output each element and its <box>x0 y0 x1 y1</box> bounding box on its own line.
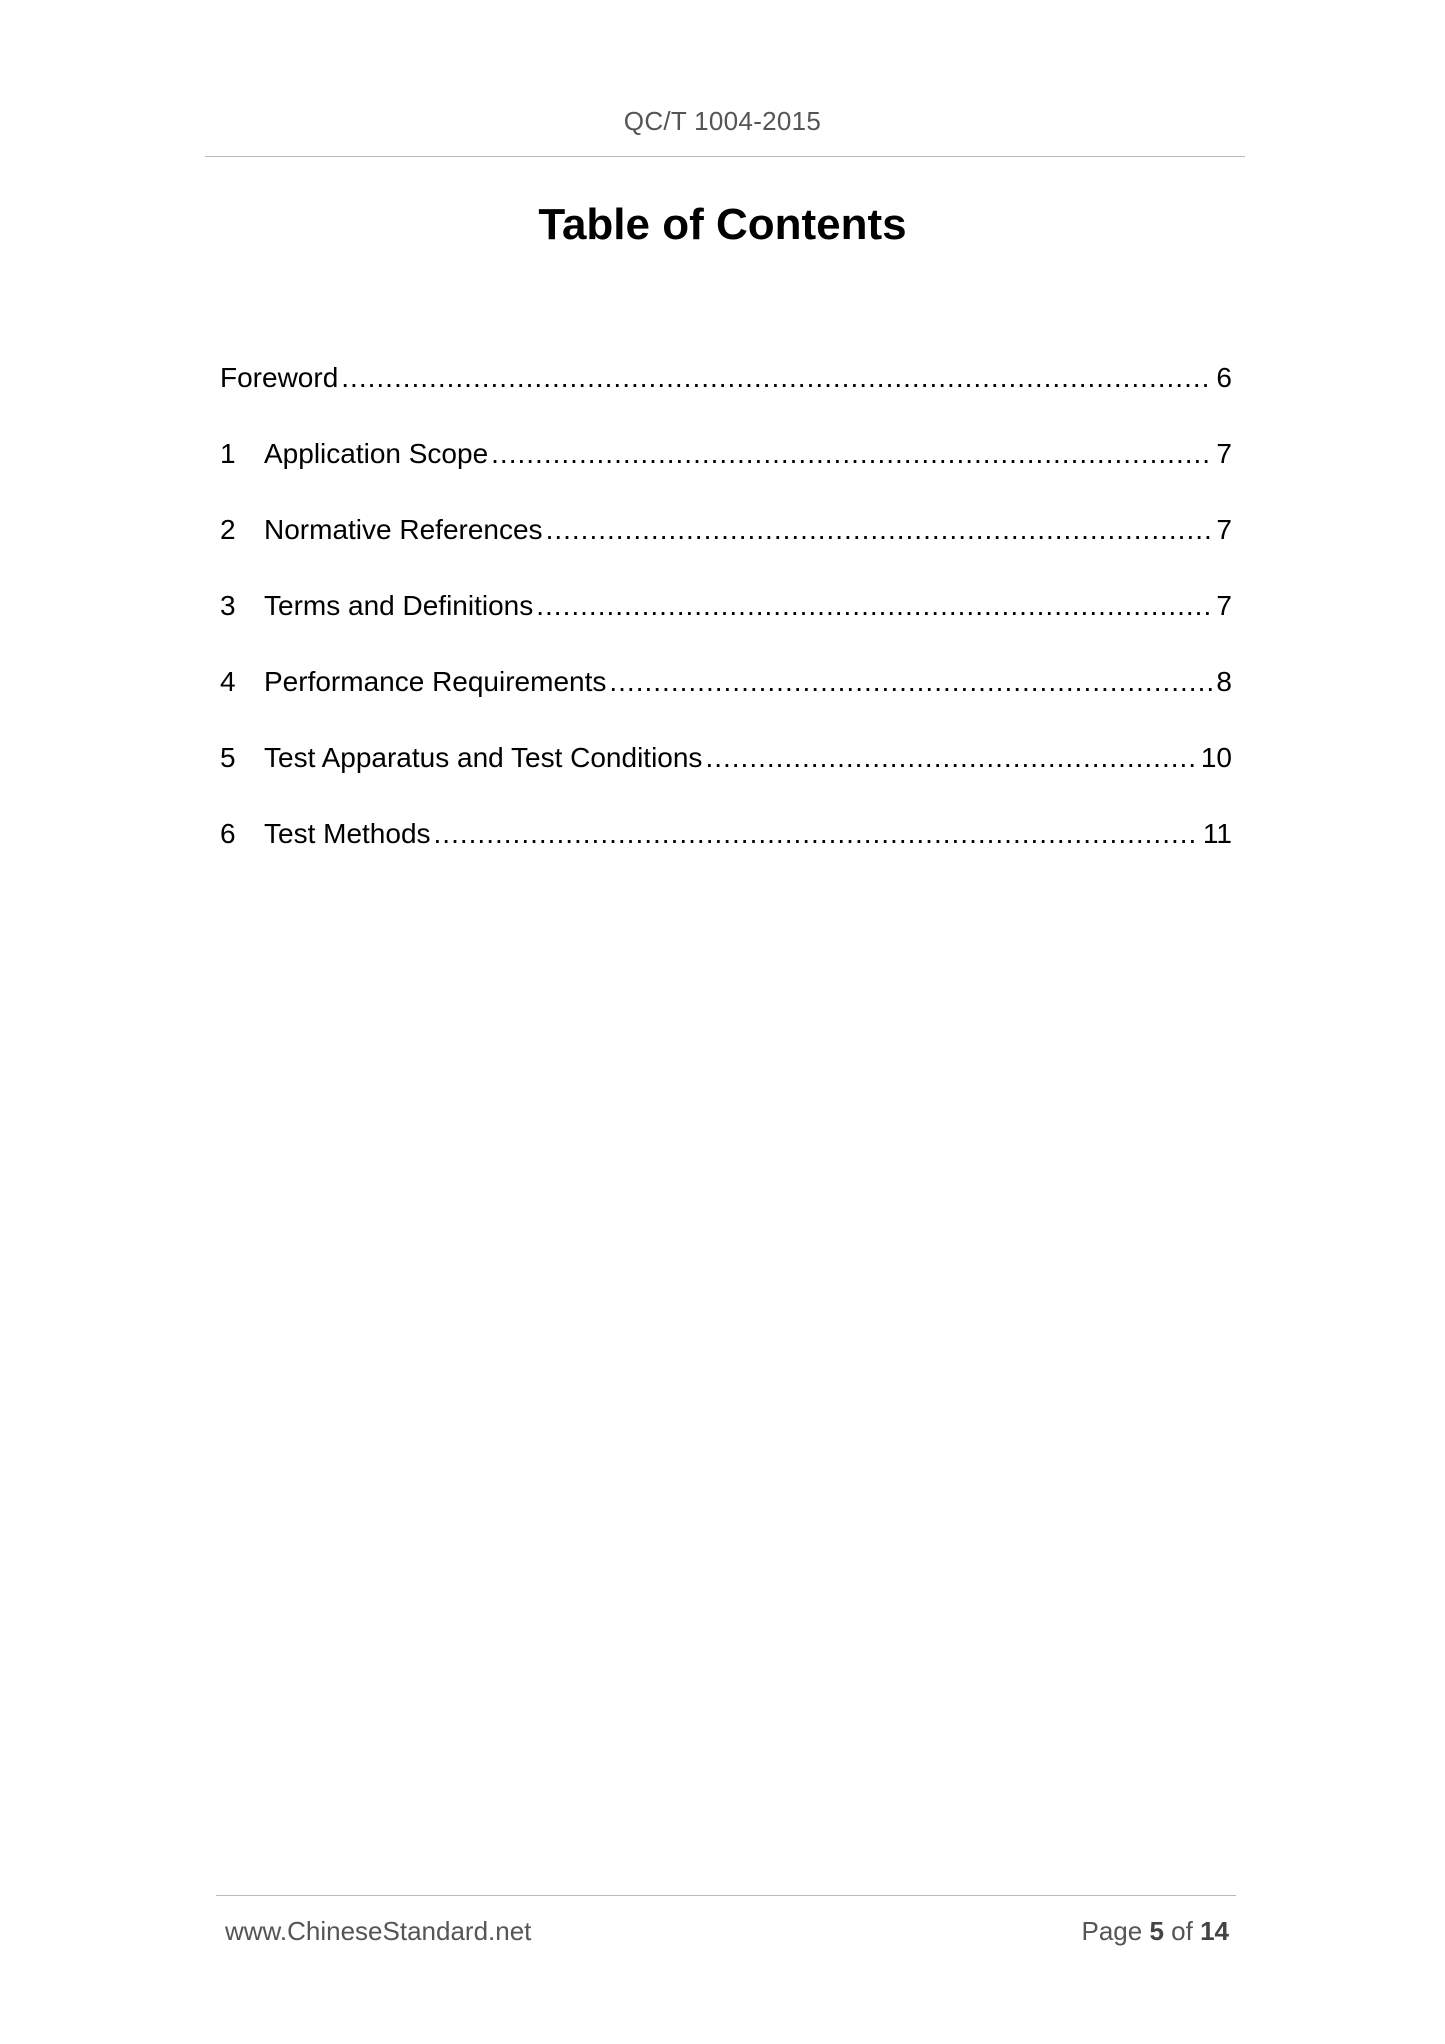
page-of-word: of <box>1171 1916 1193 1946</box>
toc-entry-terms-and-definitions[interactable] <box>220 584 1232 660</box>
header-divider <box>205 156 1245 157</box>
total-pages-number: 14 <box>1200 1916 1229 1946</box>
dot-leader <box>705 736 1196 780</box>
toc-entry-number: 5 <box>220 742 236 773</box>
toc-list <box>220 356 1232 888</box>
footer-divider <box>216 1895 1236 1896</box>
toc-entry-label: Normative References <box>264 514 543 545</box>
toc-entry-label: Terms and Definitions <box>264 590 534 621</box>
toc-entry-application-scope[interactable] <box>220 432 1232 508</box>
page-title: Table of Contents <box>538 200 907 249</box>
toc-entry-number: 4 <box>220 666 236 697</box>
toc-entry-number: 2 <box>220 514 236 545</box>
dot-leader <box>491 432 1212 476</box>
toc-entry-number: 6 <box>220 818 236 849</box>
toc-entry-label: Foreword <box>220 362 339 393</box>
toc-entry-page: 11 <box>1202 818 1232 849</box>
current-page-number: 5 <box>1149 1916 1164 1946</box>
toc-entry-page: 7 <box>1216 590 1232 621</box>
toc-entry-page: 7 <box>1216 514 1232 545</box>
toc-entry-number: 3 <box>220 590 236 621</box>
toc-entry-label: Test Methods <box>264 818 431 849</box>
toc-entry-page: 7 <box>1216 438 1232 469</box>
toc-entry-test-methods[interactable] <box>220 812 1232 888</box>
toc-entry-performance-requirements[interactable] <box>220 660 1232 736</box>
dot-leader <box>536 584 1212 628</box>
dot-leader <box>546 508 1213 552</box>
toc-entry-normative-references[interactable] <box>220 508 1232 584</box>
toc-entry-label: Performance Requirements <box>264 666 607 697</box>
toc-entry-label: Test Apparatus and Test Conditions <box>264 742 703 773</box>
toc-entry-page: 6 <box>1216 362 1232 393</box>
footer-website-link[interactable]: www.ChineseStandard.net <box>225 1916 532 1946</box>
toc-entry-number: 1 <box>220 438 236 469</box>
document-code-header: QC/T 1004-2015 <box>623 106 822 136</box>
dot-leader <box>434 812 1199 856</box>
page-prefix: Page <box>1081 1916 1143 1946</box>
page-number-indicator <box>1081 1916 1229 1947</box>
toc-entry-foreword[interactable] <box>220 356 1232 432</box>
toc-entry-label: Application Scope <box>264 438 489 469</box>
toc-entry-test-apparatus[interactable] <box>220 736 1232 812</box>
dot-leader <box>341 356 1212 400</box>
toc-entry-page: 8 <box>1216 666 1232 697</box>
dot-leader <box>609 660 1212 704</box>
toc-entry-page: 10 <box>1200 742 1232 773</box>
